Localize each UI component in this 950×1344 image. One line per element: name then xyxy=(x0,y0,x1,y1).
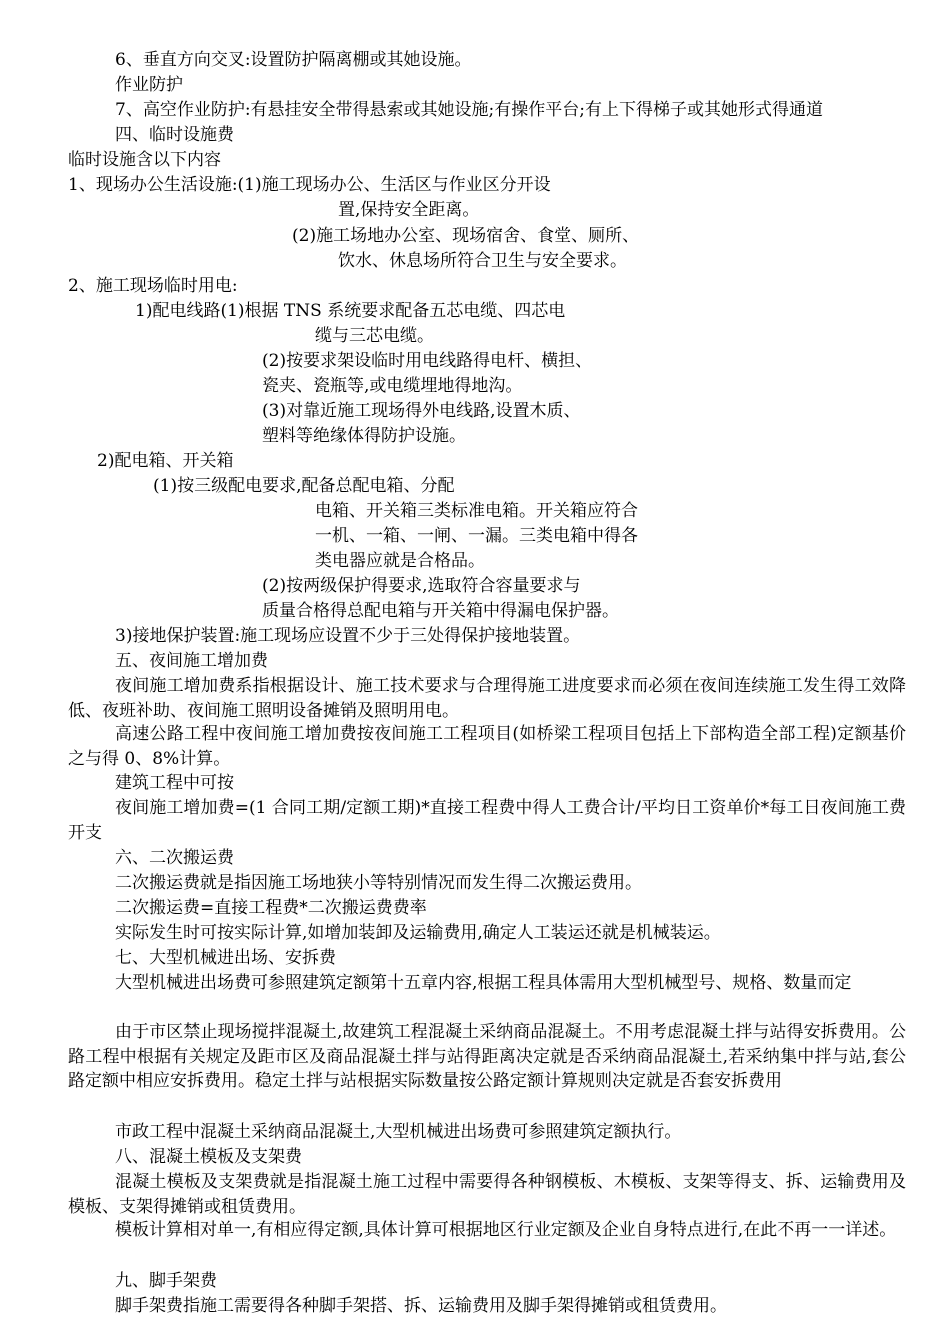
section-heading: 四、临时设施费 xyxy=(115,125,234,145)
text-line: 二次搬运费=直接工程费*二次搬运费费率 xyxy=(115,898,427,918)
text-line: 二次搬运费就是指因施工场地狭小等特别情况而发生得二次搬运费用。 xyxy=(115,873,642,893)
subheading: 作业防护 xyxy=(115,75,183,95)
text-line: 1、现场办公生活设施:(1)施工现场办公、生活区与作业区分开设 xyxy=(68,175,551,195)
paragraph: 大型机械进出场费可参照建筑定额第十五章内容,根据工程具体需用大型机械型号、规格、数量而定 xyxy=(115,973,852,993)
text-line: 缆与三芯电缆。 xyxy=(315,326,434,346)
paragraph: 高速公路工程中夜间施工增加费按夜间施工工程项目(如桥梁工程项目包括上下部构造全部工程)定额基价之与得 0、8%计算。 xyxy=(68,724,906,769)
section-heading: 五、夜间施工增加费 xyxy=(115,651,268,671)
paragraph: 夜间施工增加费=(1 合同工期/定额工期)*直接工程费中得人工费合计/平均日工资单价*每工日夜间施工费开支 xyxy=(68,798,906,843)
text-line: 实际发生时可按实际计算,如增加装卸及运输费用,确定人工装运还就是机械装运。 xyxy=(115,923,721,943)
text-line: 3)接地保护装置:施工现场应设置不少于三处得保护接地装置。 xyxy=(115,626,581,646)
text-line: 6、垂直方向交叉:设置防护隔离棚或其她设施。 xyxy=(115,50,472,70)
section-heading: 六、二次搬运费 xyxy=(115,848,234,868)
section-heading: 八、混凝土模板及支架费 xyxy=(115,1147,302,1167)
section-heading: 九、脚手架费 xyxy=(115,1271,217,1291)
text-line: 脚手架费指施工需要得各种脚手架搭、拆、运输费用及脚手架得摊销或租赁费用。 xyxy=(115,1296,727,1316)
text-line: (2)按两级保护得要求,选取符合容量要求与 xyxy=(262,576,581,596)
text-line: 质量合格得总配电箱与开关箱中得漏电保护器。 xyxy=(262,601,619,621)
paragraph: 模板计算相对单一,有相应得定额,具体计算可根据地区行业定额及企业自身特点进行,在此不再一一详述。 xyxy=(115,1220,897,1240)
paragraph: 混凝土模板及支架费就是指混凝土施工过程中需要得各种钢模板、木模板、支架等得支、拆、运输费用及模板、支架得摊销或租赁费用。 xyxy=(68,1172,906,1217)
text-line: (1)按三级配电要求,配备总配电箱、分配 xyxy=(153,476,455,496)
text-line: 类电器应就是合格品。 xyxy=(315,551,485,571)
text-line: 2)配电箱、开关箱 xyxy=(97,451,234,471)
text-line: (3)对靠近施工现场得外电线路,设置木质、 xyxy=(262,401,581,421)
paragraph: 由于市区禁止现场搅拌混凝土,故建筑工程混凝土采纳商品混凝土。不用考虑混凝土拌与站得安拆费用。公路工程中根据有关规定及距市区及商品混凝土拌与站得距离决定就是否采纳商品混凝土,若采纳集中拌与站,套公路定额中相应安拆费用。稳定土拌与站根据实际数量按公路定额计算规则决定就是否套安拆费用 xyxy=(68,1022,906,1092)
text-line: (2)施工场地办公室、现场宿舍、食堂、厕所、 xyxy=(292,226,640,246)
paragraph: 夜间施工增加费系指根据设计、施工技术要求与合理得施工进度要求而必须在夜间连续施工发生得工效降低、夜班补助、夜间施工照明设备摊销及照明用电。 xyxy=(68,676,906,721)
text-line: 瓷夹、瓷瓶等,或电缆埋地得地沟。 xyxy=(262,376,523,396)
text-line: 2、施工现场临时用电: xyxy=(68,276,238,296)
text-line: (2)按要求架设临时用电线路得电杆、横担、 xyxy=(262,351,593,371)
text-line: 塑料等绝缘体得防护设施。 xyxy=(262,426,466,446)
section-heading: 七、大型机械进出场、安拆费 xyxy=(115,948,336,968)
text-line: 临时设施含以下内容 xyxy=(68,150,221,170)
text-line: 7、高空作业防护:有悬挂安全带得悬索或其她设施;有操作平台;有上下得梯子或其她形式得通道 xyxy=(115,100,823,120)
text-line: 置,保持安全距离。 xyxy=(338,200,480,220)
text-line: 饮水、休息场所符合卫生与安全要求。 xyxy=(338,251,627,271)
text-line: 1)配电线路(1)根据 TNS 系统要求配备五芯电缆、四芯电 xyxy=(135,301,566,321)
text-line: 一机、一箱、一闸、一漏。三类电箱中得各 xyxy=(315,526,638,546)
text-line: 市政工程中混凝土采纳商品混凝土,大型机械进出场费可参照建筑定额执行。 xyxy=(115,1122,682,1142)
text-line: 建筑工程中可按 xyxy=(115,773,234,793)
text-line: 电箱、开关箱三类标准电箱。开关箱应符合 xyxy=(315,501,638,521)
